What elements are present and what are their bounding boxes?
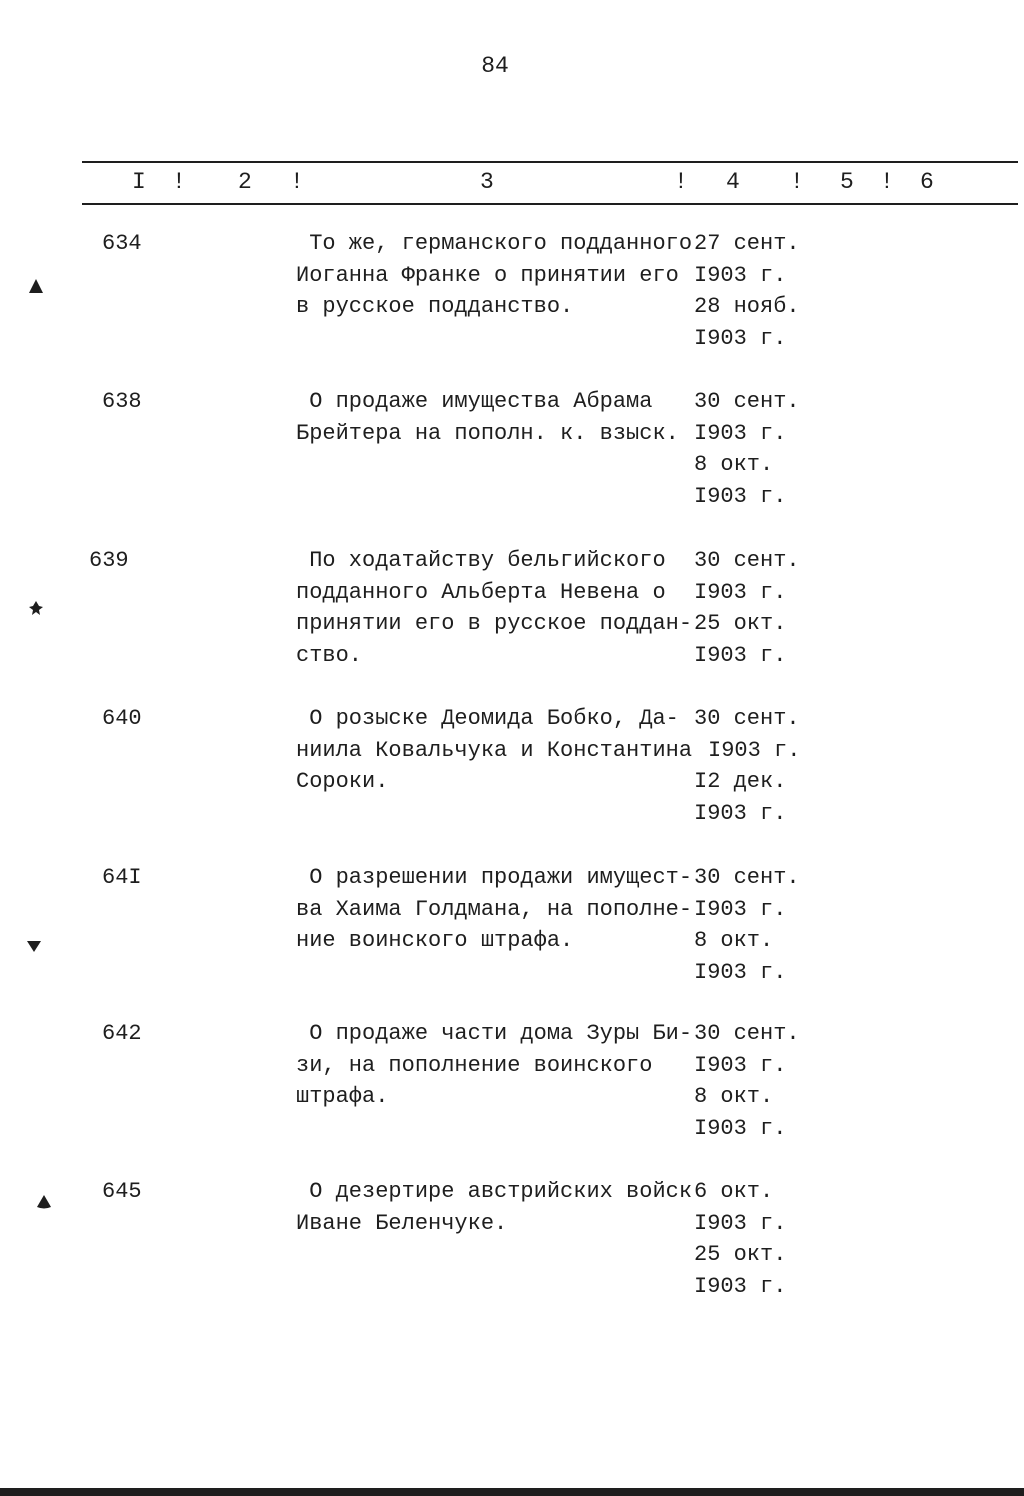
date-line: I903 г. [694, 642, 787, 668]
record-number: 640 [102, 706, 142, 731]
record-description [296, 228, 693, 323]
record-number: 64I [102, 865, 142, 890]
record-number: 645 [102, 1179, 142, 1204]
date-line: I903 г. [708, 737, 801, 763]
column-separator: ! [172, 169, 186, 195]
date-line: 28 нояб. [694, 294, 800, 319]
record-description [296, 703, 693, 798]
scan-bottom-edge [0, 1488, 1024, 1496]
column-separator: ! [880, 169, 894, 195]
column-separator: ! [674, 169, 688, 195]
date-line: 30 сент. [694, 1021, 800, 1046]
record-number: 642 [102, 1021, 142, 1046]
column-header-5: 5 [840, 169, 854, 195]
description-line: в русское подданство. [296, 294, 574, 319]
description-line: То же, германского подданного [296, 231, 693, 256]
description-line: О дезертире австрийских войск [296, 1179, 693, 1204]
date-line: I903 г. [694, 262, 787, 288]
date-line: 30 сент. [694, 548, 800, 573]
record-dates [694, 1018, 834, 1144]
description-line: Иване Беленчуке. [296, 1210, 508, 1236]
date-line: 30 сент. [694, 865, 800, 890]
punch-hole-mark [36, 1194, 52, 1210]
column-header-4: 4 [726, 169, 740, 195]
record-dates [694, 386, 834, 512]
table-header-top-rule [82, 161, 1018, 163]
column-header-2: 2 [238, 169, 252, 195]
date-line: 25 окт. [694, 611, 787, 636]
punch-hole-mark [28, 600, 44, 616]
date-line: I903 г. [694, 800, 787, 826]
description-line: принятии его в русское поддан- [296, 611, 693, 636]
description-line: О продаже имущества Абрама [296, 389, 653, 414]
date-line: 6 окт. [694, 1179, 774, 1204]
date-line: 30 сент. [694, 706, 800, 731]
date-line: I2 дек. [694, 769, 787, 794]
description-line: ние воинского штрафа. [296, 928, 574, 953]
record-description [296, 1018, 693, 1113]
record-description [296, 862, 693, 957]
date-line: I903 г. [694, 959, 787, 985]
date-line: I903 г. [694, 420, 787, 446]
record-dates [694, 545, 834, 671]
record-dates [694, 1176, 834, 1302]
punch-hole-mark [28, 278, 44, 294]
date-line: I903 г. [694, 1052, 787, 1078]
column-header-1: I [132, 169, 146, 195]
record-number: 639 [89, 548, 129, 573]
record-description [296, 1176, 693, 1239]
table-header [0, 168, 1024, 198]
page-number: 84 [481, 53, 509, 79]
punch-hole-mark [26, 938, 42, 954]
description-line: ство. [296, 642, 363, 668]
date-line: 27 сент. [694, 231, 800, 256]
description-line: Сороки. [296, 769, 389, 794]
record-number: 638 [102, 389, 142, 414]
date-line: I903 г. [694, 325, 787, 351]
date-line: I903 г. [694, 483, 787, 509]
record-description [296, 545, 693, 671]
column-header-3: 3 [480, 169, 494, 195]
column-header-6: 6 [920, 169, 934, 195]
table-header-bottom-rule [82, 203, 1018, 205]
date-line: I903 г. [694, 1115, 787, 1141]
description-line: Брейтера на пополн. к. взыск. [296, 420, 679, 446]
record-dates [694, 703, 834, 829]
record-number: 634 [102, 231, 142, 256]
record-description [296, 386, 688, 449]
description-line: О разрешении продажи имущест- [296, 865, 693, 890]
description-line: О продаже части дома Зуры Би- [296, 1021, 693, 1046]
description-line: зи, на пополнение воинского [296, 1052, 653, 1078]
column-separator: ! [790, 169, 804, 195]
date-line: 8 окт. [694, 928, 774, 953]
description-line: штрафа. [296, 1084, 389, 1109]
description-line: ва Хаима Голдмана, на пополне- [296, 896, 693, 922]
date-line: 30 сент. [694, 389, 800, 414]
date-line: I903 г. [694, 579, 787, 605]
description-line: подданного Альберта Невена о [296, 579, 666, 605]
date-line: I903 г. [694, 1210, 787, 1236]
description-line: Иоганна Франке о принятии его [296, 262, 679, 288]
date-line: I903 г. [694, 896, 787, 922]
description-line: О розыске Деомида Бобко, Да- [296, 706, 679, 731]
date-line: 25 окт. [694, 1242, 787, 1267]
record-dates [694, 228, 834, 354]
date-line: 8 окт. [694, 452, 774, 477]
date-line: 8 окт. [694, 1084, 774, 1109]
record-dates [694, 862, 834, 988]
description-line: ниила Ковальчука и Константина [296, 737, 693, 763]
description-line: По ходатайству бельгийского [296, 548, 666, 573]
date-line: I903 г. [694, 1273, 787, 1299]
column-separator: ! [290, 169, 304, 195]
